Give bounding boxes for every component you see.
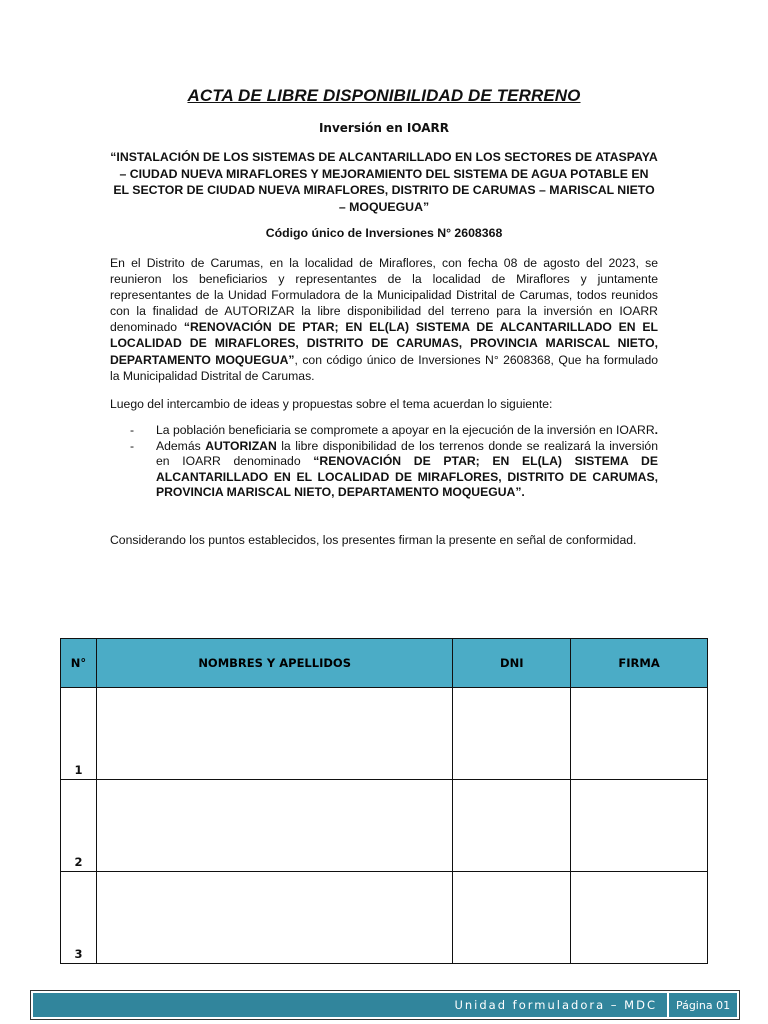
agreement-item — [110, 439, 658, 501]
footer-unit: Unidad formuladora – MDC — [33, 993, 667, 1017]
header-dni: DNI — [453, 639, 571, 688]
signature-cell[interactable] — [571, 872, 708, 964]
name-cell[interactable] — [96, 688, 452, 780]
row-number: 3 — [61, 872, 97, 964]
dash-bullet: - — [130, 423, 135, 437]
name-cell[interactable] — [96, 872, 452, 964]
dni-cell[interactable] — [453, 780, 571, 872]
page-footer — [30, 990, 740, 1020]
signature-table-header — [61, 639, 708, 688]
dash-bullet: - — [130, 438, 135, 453]
signature-table — [60, 638, 708, 964]
agreement-item-end: . — [654, 423, 659, 437]
agreement-item-mid: la libre disponibilidad de los terrenos donde se realizará la inversión en IOARR denominado — [156, 438, 658, 469]
table-row — [61, 780, 708, 872]
dni-cell[interactable] — [453, 872, 571, 964]
paragraph-agreement-intro: Luego del intercambio de ideas y propuestas sobre el tema acuerdan lo siguiente: — [110, 397, 553, 411]
signature-cell[interactable] — [571, 780, 708, 872]
agreement-item-authorize: AUTORIZAN — [205, 438, 277, 453]
paragraph-conformity: Considerando los puntos establecidos, los presentes firman la presente en señal de conformidad. — [110, 533, 637, 547]
dni-cell[interactable] — [453, 688, 571, 780]
document-title: ACTA DE LIBRE DISPONIBILIDAD DE TERRENO — [187, 86, 581, 105]
investment-code: Código único de Inversiones N° 2608368 — [265, 226, 503, 240]
paragraph-meeting — [110, 255, 658, 384]
agreement-item — [110, 423, 658, 439]
row-number: 2 — [61, 780, 97, 872]
header-signature: FIRMA — [571, 639, 708, 688]
document-subtitle: Inversión en IOARR — [318, 121, 450, 135]
agreement-item-text: La población beneficiaria se compromete a apoyar en la ejecución de la inversión en IOARR — [156, 423, 655, 437]
agreement-item-project: “RENOVACIÓN DE PTAR; EN EL(LA) SISTEMA DE ALCANTARILLADO EN EL LOCALIDAD DE MIRAFLORES, DISTRITO DE CARUMAS, PROVINCIA MARISCAL NIETO, DEPARTAMENTO MOQUEGUA”. — [156, 454, 658, 500]
paragraph-meeting-intro: En el Distrito de Carumas, en la localidad de Miraflores, con fecha 08 de agosto del 2023, se reunieron los beneficiarios y representantes de la localidad de Miraflores y juntamente representantes de la Unidad Formuladora de la Municipalidad Distrital de Carumas, todos reunidos con la finalidad de AUTORIZAR la libre disponibilidad del terreno para la inversión en IOARR denominado — [110, 256, 658, 335]
row-number: 1 — [61, 688, 97, 780]
signature-cell[interactable] — [571, 688, 708, 780]
table-row — [61, 688, 708, 780]
agreement-list — [110, 423, 658, 501]
header-names: NOMBRES Y APELLIDOS — [96, 639, 452, 688]
agreement-item-pre: Además — [156, 438, 206, 453]
paragraph-meeting-outro: , con código único de Inversiones N° 2608368, Que ha formulado la Municipalidad Distrital de Carumas. — [110, 352, 658, 383]
table-row — [61, 872, 708, 964]
project-name: “INSTALACIÓN DE LOS SISTEMAS DE ALCANTARILLADO EN LOS SECTORES DE ATASPAYA – CIUDAD NUEVA MIRAFLORES Y MEJORAMIENTO DEL SISTEMA DE AGUA POTABLE EN EL SECTOR DE CIUDAD NUEVA MIRAFLORES, DISTRITO DE CARUMAS – MARISCAL NIETO – MOQUEGUA” — [110, 150, 658, 214]
footer-page-number: Página 01 — [669, 993, 737, 1017]
name-cell[interactable] — [96, 780, 452, 872]
paragraph-meeting-project: “RENOVACIÓN DE PTAR; EN EL(LA) SISTEMA DE ALCANTARILLADO EN EL LOCALIDAD DE MIRAFLORES, DISTRITO DE CARUMAS, PROVINCIA MARISCAL NIETO, DEPARTAMENTO MOQUEGUA” — [110, 320, 658, 367]
header-number: N° — [61, 639, 97, 688]
footer-bar — [33, 993, 737, 1017]
